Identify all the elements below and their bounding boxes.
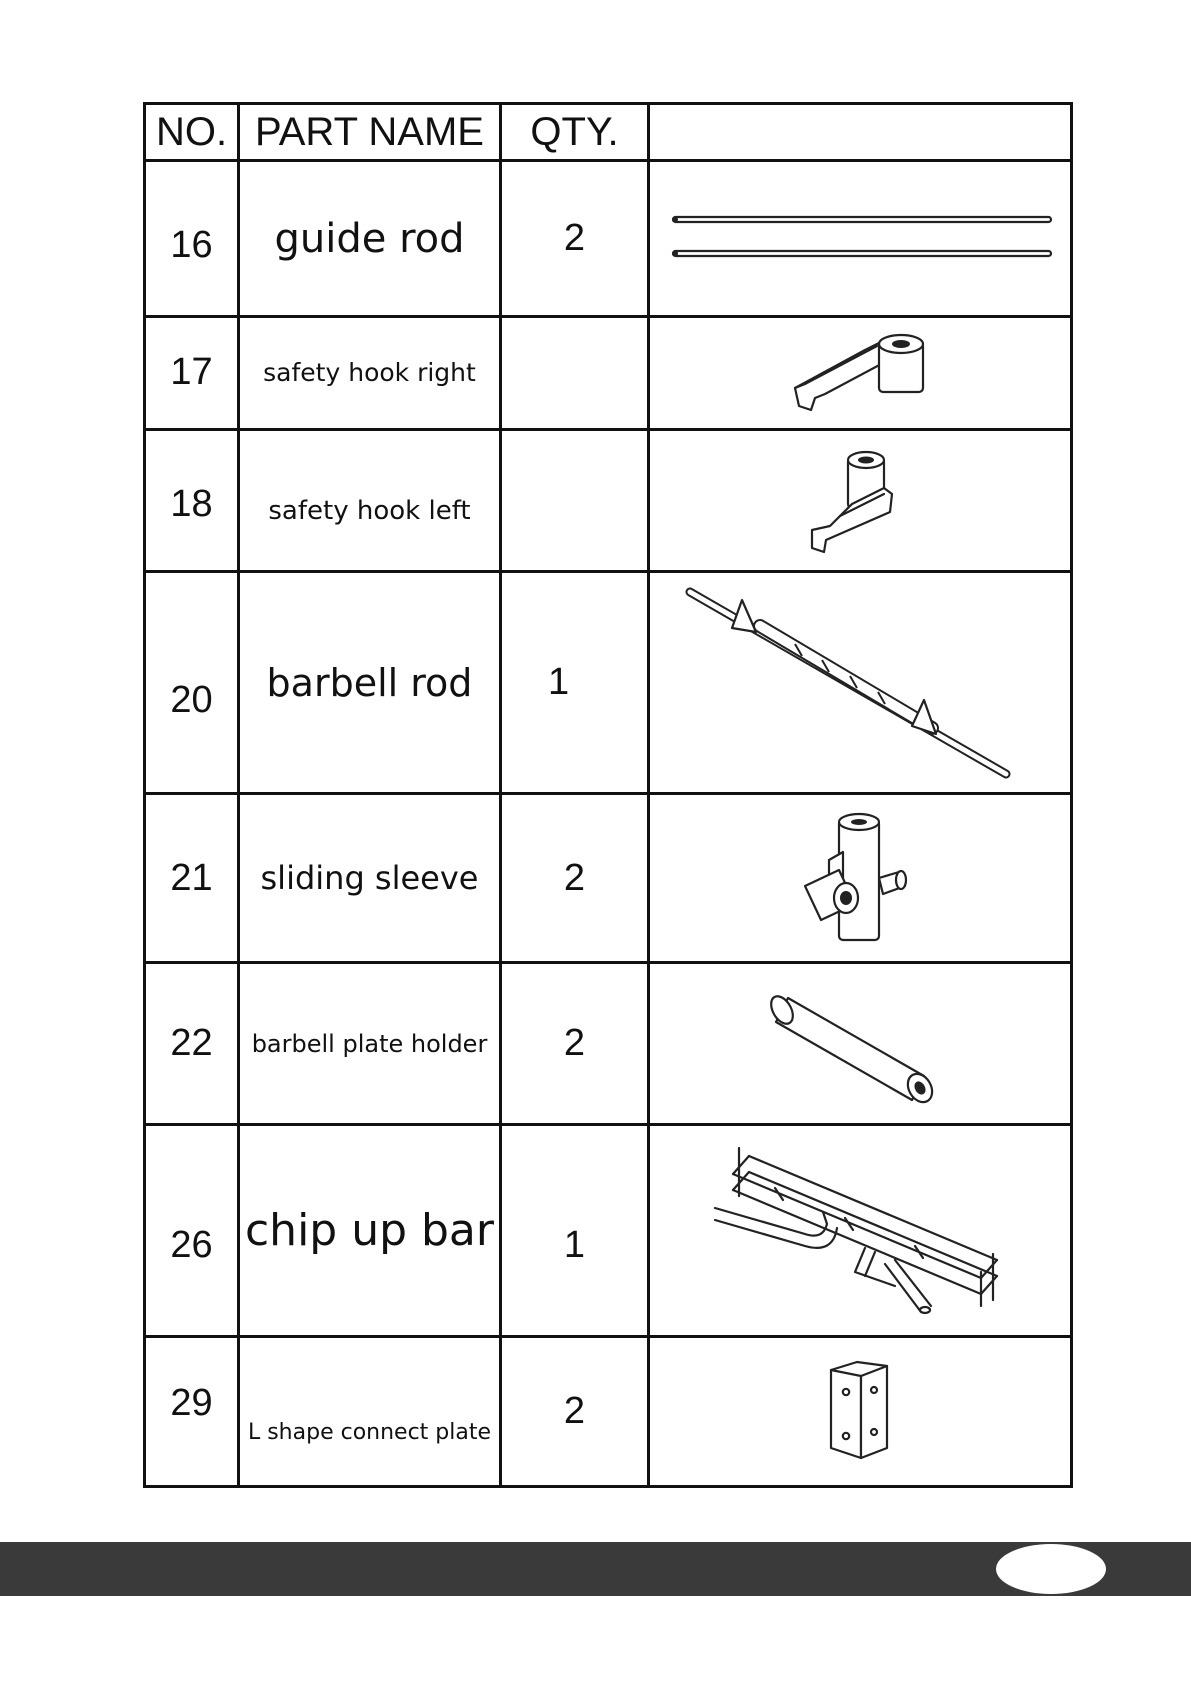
part-qty: 2: [501, 963, 649, 1125]
table-row: [145, 1125, 1072, 1336]
part-qty: 1: [501, 1125, 649, 1336]
chin-up-bar-icon: [705, 1136, 1015, 1326]
header-qty: QTY.: [501, 104, 649, 161]
table-row: [145, 963, 1072, 1125]
part-no: 26: [145, 1125, 239, 1336]
table-row: [145, 161, 1072, 317]
table-row: [145, 571, 1072, 794]
part-name: L shape connect plate: [239, 1336, 501, 1486]
part-no: 16: [145, 161, 239, 317]
barbell-plate-holder-icon: [760, 974, 960, 1114]
part-qty: 2: [501, 161, 649, 317]
parts-table: [143, 102, 1073, 1488]
header-row: [145, 104, 1072, 161]
part-no: 22: [145, 963, 239, 1125]
part-qty: [501, 317, 649, 430]
sliding-sleeve-icon: [795, 808, 925, 948]
part-name: safety hook left: [239, 429, 501, 571]
table-row: [145, 317, 1072, 430]
part-qty: [501, 429, 649, 571]
header-no: NO.: [145, 104, 239, 161]
part-no: 18: [145, 429, 239, 571]
part-qty: 2: [501, 794, 649, 963]
page-number-badge: [996, 1544, 1106, 1594]
part-no: 20: [145, 571, 239, 794]
part-name: guide rod: [239, 161, 501, 317]
table-row: [145, 429, 1072, 571]
table-row: [145, 1336, 1072, 1486]
part-no: 29: [145, 1336, 239, 1486]
guide-rod-icon: [655, 199, 1065, 279]
part-qty: 2: [501, 1336, 649, 1486]
header-image: [649, 104, 1072, 161]
safety-hook-left-icon: [800, 444, 920, 556]
header-part-name: PART NAME: [239, 104, 501, 161]
part-qty: 1: [501, 571, 649, 794]
barbell-rod-icon: [650, 578, 1070, 788]
part-name: chip up bar: [239, 1125, 501, 1336]
part-name: safety hook right: [239, 317, 501, 430]
l-shape-plate-icon: [815, 1356, 905, 1466]
part-name: barbell rod: [239, 571, 501, 794]
part-no: 17: [145, 317, 239, 430]
safety-hook-right-icon: [785, 328, 935, 418]
part-name: barbell plate holder: [239, 963, 501, 1125]
table-row: [145, 794, 1072, 963]
part-name: sliding sleeve: [239, 794, 501, 963]
part-no: 21: [145, 794, 239, 963]
